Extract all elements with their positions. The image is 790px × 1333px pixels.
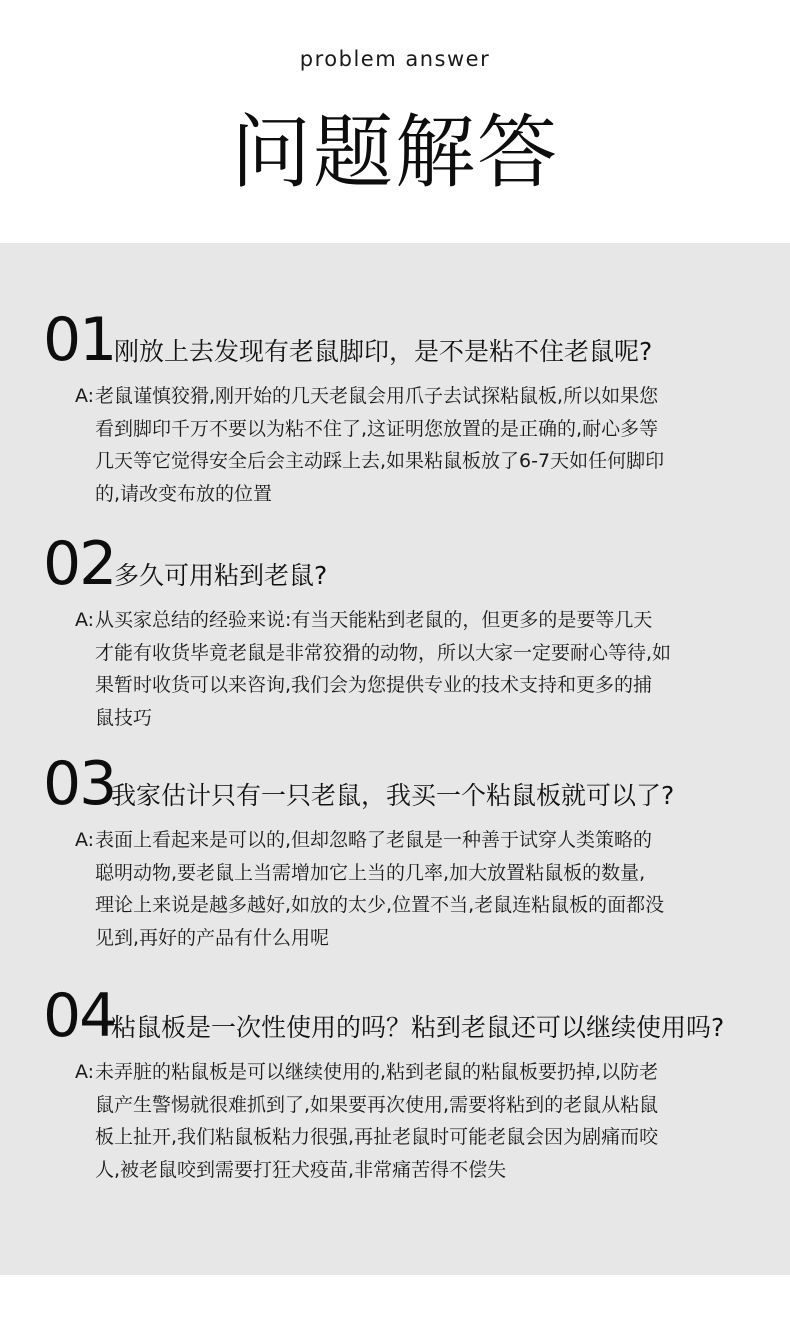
answer-line: 老鼠谨慎狡猾,刚开始的几天老鼠会用爪子去试探粘鼠板,所以如果您 xyxy=(95,385,659,407)
answer-line: 几天等它觉得安全后会主动踩上去,如果粘鼠板放了6-7天如任何脚印 xyxy=(95,450,665,472)
answer-line: 理论上来说是越多越好,如放的太少,位置不当,老鼠连粘鼠板的面都没 xyxy=(95,894,665,916)
faq-item-03 xyxy=(0,749,790,949)
question-number: 03 xyxy=(43,749,116,819)
question-row xyxy=(0,749,790,822)
answer-line: 聪明动物,要老鼠上当需增加它上当的几率,加大放置粘鼠板的数量, xyxy=(95,861,646,884)
question-text: 我家估计只有一只老鼠，我买一个粘鼠板就可以了? xyxy=(111,781,675,810)
answer-prefix: A: xyxy=(75,1061,95,1083)
answer-line: 板上扯开,我们粘鼠板粘力很强,再扯老鼠时可能老鼠会因为剧痛而咬 xyxy=(95,1126,659,1148)
answer-line: 看到脚印千万不要以为粘不住了,这证明您放置的是正确的,耐心多等 xyxy=(95,417,659,440)
answer-line: 人,被老鼠咬到需要打狂犬疫苗,非常痛苦得不偿失 xyxy=(95,1158,507,1181)
answer-text xyxy=(95,380,664,510)
answer-text xyxy=(95,1056,658,1186)
answer-line: 才能有收货毕竟老鼠是非常狡猾的动物，所以大家一定要耐心等待,如 xyxy=(95,641,672,664)
answer-text xyxy=(95,824,664,954)
question-number: 02 xyxy=(43,529,116,599)
question-text: 多久可用粘到老鼠? xyxy=(114,561,328,590)
answer-prefix: A: xyxy=(75,609,95,631)
answer-prefix: A: xyxy=(75,385,95,407)
question-row xyxy=(0,529,790,602)
answer-line: 从买家总结的经验来说:有当天能粘到老鼠的，但更多的是要等几天 xyxy=(95,609,653,631)
question-number: 01 xyxy=(43,305,116,375)
answer-line: 见到,再好的产品有什么用呢 xyxy=(95,926,330,949)
question-number: 04 xyxy=(43,981,116,1051)
page-header xyxy=(0,0,790,243)
faq-item-01 xyxy=(0,305,790,505)
faq-item-04 xyxy=(0,981,790,1181)
answer-line: 鼠产生警惕就很难抓到了,如果要再次使用,需要将粘到的老鼠从粘鼠 xyxy=(95,1093,659,1116)
answer-line: 表面上看起来是可以的,但却忽略了老鼠是一种善于试穿人类策略的 xyxy=(95,829,653,851)
question-text: 刚放上去发现有老鼠脚印，是不是粘不住老鼠呢? xyxy=(114,337,653,366)
answer-line: 的,请改变布放的位置 xyxy=(95,482,273,505)
page-subtitle: problem answer xyxy=(299,47,491,71)
question-text: 粘鼠板是一次性使用的吗？粘到老鼠还可以继续使用吗? xyxy=(111,1013,725,1042)
question-row xyxy=(0,981,790,1054)
answer-text xyxy=(95,604,671,734)
answer-line: 未弄脏的粘鼠板是可以继续使用的,粘到老鼠的粘鼠板要扔掉,以防老 xyxy=(95,1061,659,1083)
faq-item-02 xyxy=(0,529,790,729)
page-title: 问题解答 xyxy=(231,106,559,199)
footer-space xyxy=(0,1275,790,1333)
answer-prefix: A: xyxy=(75,829,95,851)
answer-line: 鼠技巧 xyxy=(95,706,153,729)
question-row xyxy=(0,305,790,378)
answer-line: 果暂时收货可以来咨询,我们会为您提供专业的技术支持和更多的捕 xyxy=(95,674,653,696)
